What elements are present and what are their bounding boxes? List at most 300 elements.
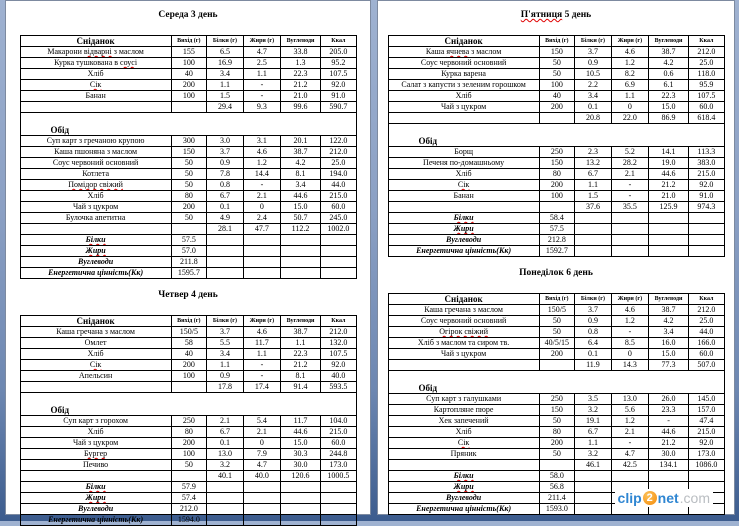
section-totals-row [20, 102, 356, 113]
dish-value: 91.0 [321, 91, 356, 102]
dish-value: 44.6 [648, 169, 688, 180]
dish-value: 0.9 [206, 371, 243, 382]
section-totals-row [388, 360, 724, 371]
empty-cell [611, 213, 648, 224]
dish-value: 1.1 [206, 360, 243, 371]
dish-value: 80 [171, 427, 206, 438]
empty-cell [388, 202, 539, 213]
dish-value: 1.2 [611, 316, 648, 327]
dish-row [20, 460, 356, 471]
column-header: Білки (г) [206, 316, 243, 327]
empty-cell [171, 471, 206, 482]
total-value: 46.1 [574, 460, 611, 471]
dish-name: Борщ [388, 147, 539, 158]
dish-value: 0 [611, 349, 648, 360]
dish-row [388, 169, 724, 180]
total-value: 40.0 [243, 471, 280, 482]
summary-label [388, 224, 539, 235]
dish-value: 33.8 [280, 47, 320, 58]
dish-value: 2.1 [611, 169, 648, 180]
dish-row [388, 438, 724, 449]
empty-cell [243, 257, 280, 268]
dish-value: 28.2 [611, 158, 648, 169]
misspelled-word: Сік [457, 438, 470, 447]
misspelled-word: Білки [453, 213, 474, 222]
dish-row [20, 158, 356, 169]
dish-value: 3.4 [280, 180, 320, 191]
dish-value: 0.8 [574, 327, 611, 338]
column-header: Жири (г) [243, 316, 280, 327]
empty-cell [648, 235, 688, 246]
total-value: 112.2 [280, 224, 320, 235]
empty-cell [648, 471, 688, 482]
empty-cell [611, 471, 648, 482]
dish-value: 2.3 [574, 147, 611, 158]
dish-value: 50 [171, 460, 206, 471]
dish-value: 1.2 [611, 416, 648, 427]
dish-value: 22.3 [280, 349, 320, 360]
dish-name: Хліб [388, 427, 539, 438]
dish-value: 22.3 [280, 69, 320, 80]
day-title: Середа 3 день [158, 10, 218, 20]
dish-row [20, 58, 356, 69]
dish-row [388, 69, 724, 80]
empty-cell [171, 224, 206, 235]
dish-value: 0 [611, 102, 648, 113]
dish-row [388, 427, 724, 438]
empty-cell [574, 235, 611, 246]
dish-value: 0.6 [648, 69, 688, 80]
column-header: Ккал [321, 36, 356, 47]
empty-cell [388, 113, 539, 124]
dish-row [388, 316, 724, 327]
empty-cell [321, 504, 356, 515]
section-label-breakfast: Сніданок [388, 36, 539, 47]
total-value: 14.3 [611, 360, 648, 371]
dish-value: 157.0 [689, 405, 724, 416]
dish-value: 58 [171, 338, 206, 349]
section-row-lunch [388, 371, 724, 394]
dish-value: 150 [171, 147, 206, 158]
section-label-breakfast: Сніданок [20, 36, 171, 47]
dish-value: 0.9 [574, 316, 611, 327]
dish-name: Хліб [20, 191, 171, 202]
total-value: 593.5 [321, 382, 356, 393]
summary-row [20, 246, 356, 257]
dish-row [388, 58, 724, 69]
column-header: Білки (г) [574, 36, 611, 47]
dish-row [388, 147, 724, 158]
summary-label: Енергетична цінність(Кк) [20, 268, 171, 279]
summary-label: Вуглеводи [388, 235, 539, 246]
dish-row [20, 449, 356, 460]
empty-cell [611, 246, 648, 257]
dish-value: 173.0 [689, 449, 724, 460]
column-header: Ккал [689, 294, 724, 305]
summary-row [20, 268, 356, 279]
dish-value: - [611, 327, 648, 338]
dish-row [20, 349, 356, 360]
empty-cell [206, 504, 243, 515]
summary-label: Вуглеводи [388, 493, 539, 504]
misspelled-word: П'ятниця [520, 10, 563, 20]
total-value: 1000.5 [321, 471, 356, 482]
empty-cell [243, 246, 280, 257]
empty-cell [280, 482, 320, 493]
dish-value: 212.0 [321, 327, 356, 338]
column-header: Жири (г) [611, 36, 648, 47]
summary-label: Вуглеводи [20, 504, 171, 515]
dish-name [388, 438, 539, 449]
dish-value: 3.7 [206, 147, 243, 158]
dish-row [20, 438, 356, 449]
dish-value: 15.0 [648, 349, 688, 360]
dish-value: - [243, 371, 280, 382]
total-value: 125.9 [648, 202, 688, 213]
dish-value: 100 [539, 80, 574, 91]
dish-value: 92.0 [321, 360, 356, 371]
dish-value: 0.9 [206, 158, 243, 169]
section-row-lunch [20, 113, 356, 136]
misspelled-word: Огірок свіжий [439, 327, 488, 336]
dish-value: 3.7 [574, 305, 611, 316]
empty-cell [611, 235, 648, 246]
dish-value: 38.7 [648, 47, 688, 58]
dish-value: 4.6 [243, 147, 280, 158]
total-value: 99.6 [280, 102, 320, 113]
day-title: Четвер 4 день [158, 290, 218, 300]
total-value: 86.9 [648, 113, 688, 124]
dish-name: Хліб з маслом та сиром тв. [388, 338, 539, 349]
dish-value: 2.1 [243, 427, 280, 438]
dish-value: 250 [539, 147, 574, 158]
menu-table [20, 35, 357, 279]
column-header-row [388, 294, 724, 305]
dish-value: - [611, 191, 648, 202]
column-header: Вуглеводи [280, 36, 320, 47]
dish-value: 1.1 [574, 180, 611, 191]
empty-cell [243, 235, 280, 246]
total-value: 42.5 [611, 460, 648, 471]
dish-name: Салат з капусти з зеленим горошком [388, 80, 539, 91]
dish-value: 250 [171, 416, 206, 427]
dish-row [20, 80, 356, 91]
dish-name: Каша гречана з маслом [20, 327, 171, 338]
dish-name: Чай з цукром [388, 349, 539, 360]
dish-row [388, 338, 724, 349]
dish-value: 6.5 [206, 47, 243, 58]
dish-name: Курка тушкована в соусі [20, 58, 171, 69]
column-header: Ккал [689, 36, 724, 47]
misspelled-word: Жири [453, 224, 474, 233]
dish-row [388, 305, 724, 316]
dish-value: 15.0 [648, 102, 688, 113]
dish-value: 200 [171, 202, 206, 213]
total-value: 28.1 [206, 224, 243, 235]
dish-value: 150/5 [539, 305, 574, 316]
empty-cell [280, 504, 320, 515]
dish-value: 50 [171, 180, 206, 191]
empty-cell [206, 493, 243, 504]
empty-cell [574, 482, 611, 493]
dish-value: 6.7 [574, 427, 611, 438]
total-value: 35.5 [611, 202, 648, 213]
total-value: 20.8 [574, 113, 611, 124]
day-title: Понеділок 6 день [519, 268, 593, 278]
dish-value: 215.0 [689, 427, 724, 438]
section-label-breakfast: Сніданок [388, 294, 539, 305]
empty-cell [206, 257, 243, 268]
total-value: 17.4 [243, 382, 280, 393]
dish-name [20, 180, 171, 191]
empty-cell [171, 102, 206, 113]
dish-value: 13.2 [574, 158, 611, 169]
empty-cell [321, 246, 356, 257]
dish-value: 40 [171, 349, 206, 360]
summary-value: 57.9 [171, 482, 206, 493]
dish-row [388, 191, 724, 202]
dish-name: Хліб [388, 169, 539, 180]
dish-value: 1.1 [574, 438, 611, 449]
dish-value: 14.1 [648, 147, 688, 158]
dish-value: 38.7 [280, 147, 320, 158]
dish-value: - [243, 80, 280, 91]
dish-value: 60.0 [321, 438, 356, 449]
dish-value: 40.0 [321, 371, 356, 382]
total-value: 91.4 [280, 382, 320, 393]
column-header: Вуглеводи [648, 36, 688, 47]
dish-value: 50 [539, 449, 574, 460]
summary-value: 58.4 [539, 213, 574, 224]
dish-value: 47.4 [689, 416, 724, 427]
dish-value: 107.5 [689, 91, 724, 102]
document-page-left [5, 0, 371, 524]
dish-value: 212.0 [689, 305, 724, 316]
dish-value: 92.0 [321, 80, 356, 91]
dish-row [20, 338, 356, 349]
total-value: 17.8 [206, 382, 243, 393]
misspelled-word: Помідор свіжий [68, 180, 123, 189]
dish-value: 3.4 [574, 91, 611, 102]
dish-value: 50 [171, 213, 206, 224]
dish-value: 2.4 [243, 213, 280, 224]
empty-cell [539, 113, 574, 124]
dish-value: 300 [171, 136, 206, 147]
dish-value: 4.6 [611, 47, 648, 58]
dish-value: 100 [539, 191, 574, 202]
dish-name: Каша гречана з маслом [388, 305, 539, 316]
dish-value: 107.5 [321, 349, 356, 360]
dish-value: 50 [539, 327, 574, 338]
section-totals-row [388, 113, 724, 124]
dish-value: 3.4 [648, 327, 688, 338]
summary-value: 1593.0 [539, 504, 574, 515]
dish-value: 50 [539, 69, 574, 80]
dish-value: 80 [539, 169, 574, 180]
empty-cell [321, 268, 356, 279]
dish-value: 215.0 [321, 427, 356, 438]
misspelled-word: ячнева [446, 47, 470, 56]
menu-table [388, 293, 725, 515]
dish-value: 95.2 [321, 58, 356, 69]
dish-value: 23.3 [648, 405, 688, 416]
dish-value: 100 [171, 58, 206, 69]
summary-row [388, 224, 724, 235]
dish-value: 1.2 [243, 158, 280, 169]
summary-row [388, 213, 724, 224]
summary-row [20, 482, 356, 493]
dish-row [388, 449, 724, 460]
dish-value: - [611, 180, 648, 191]
dish-value: 44.6 [280, 427, 320, 438]
empty-cell [321, 493, 356, 504]
dish-value: 8.1 [280, 371, 320, 382]
dish-value: 205.0 [321, 47, 356, 58]
dish-row [20, 360, 356, 371]
dish-value: 2.5 [243, 58, 280, 69]
menu-table [388, 35, 725, 257]
dish-value: 104.0 [321, 416, 356, 427]
dish-name: Котлета [20, 169, 171, 180]
dish-value: 100 [171, 91, 206, 102]
dish-name [20, 80, 171, 91]
section-label-lunch: Обід [20, 113, 356, 136]
dish-row [20, 371, 356, 382]
dish-value: 5.2 [611, 147, 648, 158]
dish-value: 173.0 [321, 460, 356, 471]
total-value: 11.9 [574, 360, 611, 371]
total-value: 134.1 [648, 460, 688, 471]
day-title: П'ятниця 5 день [520, 10, 592, 20]
dish-value: 200 [539, 180, 574, 191]
empty-cell [280, 493, 320, 504]
dish-value: 30.3 [280, 449, 320, 460]
dish-value: 132.0 [321, 338, 356, 349]
summary-value: 211.4 [539, 493, 574, 504]
dish-value: 200 [171, 360, 206, 371]
summary-value: 57.5 [171, 235, 206, 246]
dish-value: 4.7 [243, 460, 280, 471]
dish-value: 1.1 [280, 338, 320, 349]
dish-name: Суп карт з гречаною крупою [20, 136, 171, 147]
section-label-lunch: Обід [388, 371, 724, 394]
section-totals-row [20, 382, 356, 393]
summary-label [388, 482, 539, 493]
dish-value: 50 [171, 158, 206, 169]
dish-value: 107.5 [321, 69, 356, 80]
dish-value: 30.0 [648, 449, 688, 460]
dish-value: 100 [171, 371, 206, 382]
dish-row [20, 427, 356, 438]
summary-label [20, 246, 171, 257]
dish-value: 19.0 [648, 158, 688, 169]
section-label-lunch: Обід [20, 393, 356, 416]
dish-value: 2.2 [574, 80, 611, 91]
empty-cell [689, 246, 724, 257]
dish-value: 1.5 [206, 91, 243, 102]
dish-value: 44.6 [280, 191, 320, 202]
dish-value: 2.1 [243, 191, 280, 202]
dish-value: 40 [171, 69, 206, 80]
dish-value: 3.5 [574, 394, 611, 405]
dish-value: 8.1 [280, 169, 320, 180]
dish-value: 21.0 [648, 191, 688, 202]
empty-cell [321, 235, 356, 246]
dish-value: 92.0 [689, 438, 724, 449]
dish-row [20, 47, 356, 58]
dish-value: 245.0 [321, 213, 356, 224]
dish-value: 30.0 [280, 460, 320, 471]
dish-value: 60.0 [689, 102, 724, 113]
dish-row [20, 136, 356, 147]
dish-value: 200 [171, 80, 206, 91]
column-header: Жири (г) [611, 294, 648, 305]
summary-value: 211.8 [171, 257, 206, 268]
column-header: Білки (г) [574, 294, 611, 305]
dish-value: 1.3 [280, 58, 320, 69]
column-header: Вуглеводи [280, 316, 320, 327]
dish-value: 25.0 [321, 158, 356, 169]
summary-label [388, 471, 539, 482]
dish-row [388, 102, 724, 113]
empty-cell [321, 515, 356, 526]
dish-value: 113.3 [689, 147, 724, 158]
dish-value: 92.0 [689, 180, 724, 191]
dish-value: 16.0 [648, 338, 688, 349]
dish-value: 215.0 [321, 191, 356, 202]
dish-value: 3.7 [206, 327, 243, 338]
empty-cell [574, 246, 611, 257]
empty-cell [689, 235, 724, 246]
dish-row [388, 349, 724, 360]
empty-cell [388, 460, 539, 471]
dish-name [388, 180, 539, 191]
empty-cell [689, 224, 724, 235]
summary-label: Енергетична цінність(Кк) [20, 515, 171, 526]
total-value: 77.3 [648, 360, 688, 371]
dish-value: 38.7 [648, 305, 688, 316]
dish-name: Хліб [388, 91, 539, 102]
empty-cell [206, 482, 243, 493]
dish-value: 14.4 [243, 169, 280, 180]
empty-cell [321, 482, 356, 493]
empty-cell [321, 257, 356, 268]
column-header-row [20, 36, 356, 47]
dish-value: 194.0 [321, 169, 356, 180]
dish-value: 7.8 [206, 169, 243, 180]
dish-value: 3.0 [206, 136, 243, 147]
total-value: 507.0 [689, 360, 724, 371]
total-value: 1086.0 [689, 460, 724, 471]
summary-label [20, 235, 171, 246]
dish-value: 25.0 [689, 58, 724, 69]
summary-label: Енергетична цінність(Кк) [388, 504, 539, 515]
dish-value: 383.0 [689, 158, 724, 169]
dish-value: 44.0 [689, 327, 724, 338]
dish-value: 11.7 [280, 416, 320, 427]
misspelled-word: Сік [457, 180, 470, 189]
dish-value: 4.2 [648, 316, 688, 327]
dish-row [20, 327, 356, 338]
summary-value: 57.5 [539, 224, 574, 235]
dish-row [388, 91, 724, 102]
dish-value: 3.4 [206, 69, 243, 80]
dish-row [388, 180, 724, 191]
watermark-net-text: net [657, 490, 679, 506]
dish-value: 4.7 [243, 47, 280, 58]
summary-value: 1592.7 [539, 246, 574, 257]
dish-value: 25.0 [689, 316, 724, 327]
